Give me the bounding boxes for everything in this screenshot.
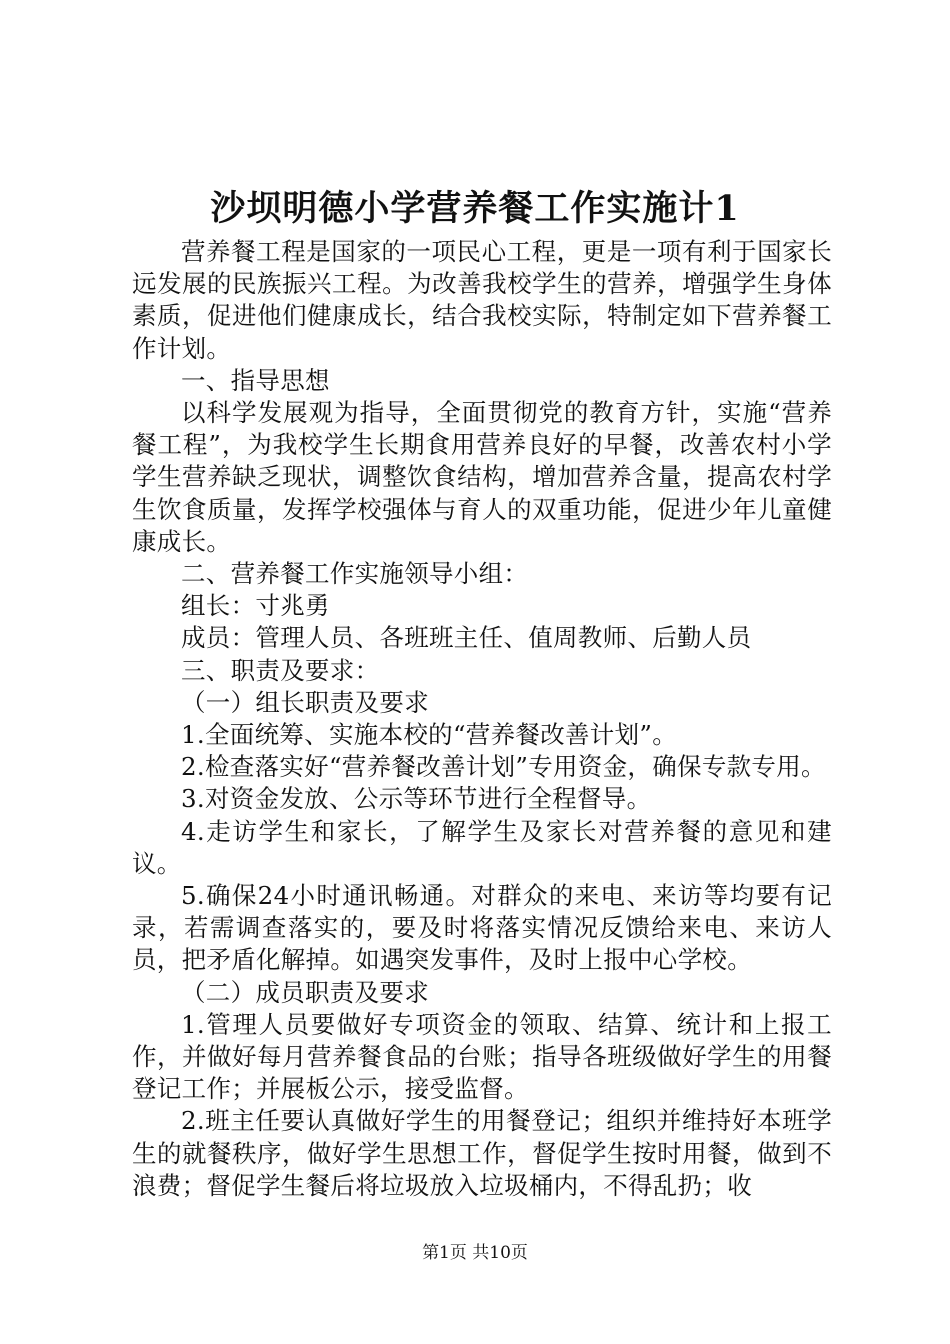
list-item: 5.确保24小时通讯畅通。对群众的来电、来访等均要有记录，若需调查落实的，要及时将落实情况反馈给来电、来访人员，把矛盾化解掉。如遇突发事件，及时上报中心学校。 (132, 881, 832, 975)
list-item: 3.对资金发放、公示等环节进行全程督导。 (181, 784, 652, 814)
list-item: 2.检查落实好“营养餐改善计划”专用资金，确保专款专用。 (181, 752, 826, 782)
paragraph-guiding-ideology: 以科学发展观为指导，全面贯彻党的教育方针，实施“营养餐工程”，为我校学生长期食用营养良好的早餐，改善农村小学学生营养缺乏现状，调整饮食结构，增加营养含量，提高农村学生饮食质量，发挥学校强体与育人的双重功能，促进少年儿童健康成长。 (132, 398, 832, 556)
list-item: 2.班主任要认真做好学生的用餐登记；组织并维持好本班学生的就餐秩序，做好学生思想工作，督促学生按时用餐，做到不浪费；督促学生餐后将垃圾放入垃圾桶内，不得乱扔；收 (132, 1106, 832, 1200)
paragraph-group-leader: 组长：寸兆勇 (181, 591, 330, 621)
document-title: 沙坝明德小学营养餐工作实施计1 (210, 188, 740, 229)
heading-leadership-group: 二、营养餐工作实施领导小组： (181, 559, 529, 589)
document-body (132, 236, 832, 1202)
list-item: 1.全面统筹、实施本校的“营养餐改善计划”。 (181, 720, 678, 750)
subheading-leader-duties: （一）组长职责及要求 (181, 687, 429, 717)
heading-duties: 三、职责及要求： (181, 655, 380, 685)
paragraph-intro: 营养餐工程是国家的一项民心工程，更是一项有利于国家长远发展的民族振兴工程。为改善我校学生的营养，增强学生身体素质，促进他们健康成长，结合我校实际，特制定如下营养餐工作计划。 (132, 237, 832, 363)
page-footer: 第1页 共10页 (422, 1243, 528, 1263)
paragraph-group-members: 成员：管理人员、各班班主任、值周教师、后勤人员 (181, 623, 752, 653)
list-item: 4.走访学生和家长，了解学生及家长对营养餐的意见和建议。 (132, 816, 832, 878)
heading-guiding-ideology: 一、指导思想 (181, 365, 330, 395)
list-item: 1.管理人员要做好专项资金的领取、结算、统计和上报工作，并做好每月营养餐食品的台账；指导各班级做好学生的用餐登记工作；并展板公示，接受监督。 (132, 1009, 832, 1104)
subheading-member-duties: （二）成员职责及要求 (181, 977, 429, 1007)
